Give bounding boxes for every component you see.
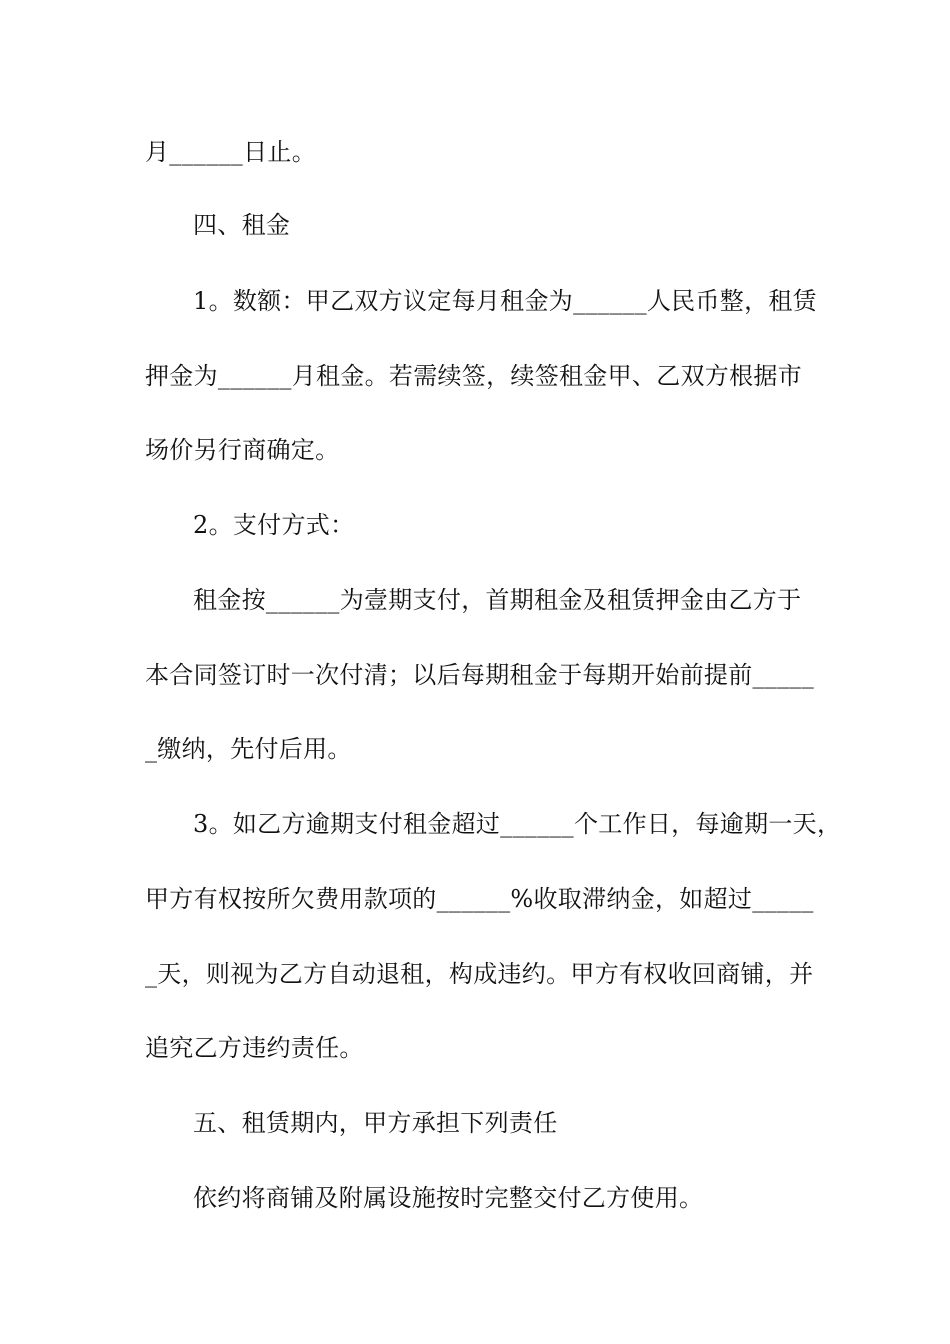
text-line-overdue: 3。如乙方逾期支付租金超过______个工作日，每逾期一天， xyxy=(193,810,842,838)
text-line-market-price: 场价另行商确定。 xyxy=(145,436,340,464)
section-heading-rent: 四、租金 xyxy=(193,211,291,239)
text-line-late-fee: 甲方有权按所欠费用款项的______%收取滞纳金，如超过_____ xyxy=(145,885,814,913)
section-heading-landlord-duties: 五、租赁期内，甲方承担下列责任 xyxy=(193,1109,558,1137)
text-line-liability: 追究乙方违约责任。 xyxy=(145,1034,364,1062)
text-line-payment-period: 租金按______为壹期支付，首期租金及租赁押金由乙方于 xyxy=(193,586,802,614)
text-line-pay-first: _缴纳，先付后用。 xyxy=(145,735,352,763)
text-line-termination: _天，则视为乙方自动退租，构成违约。甲方有权收回商铺，并 xyxy=(145,960,814,988)
subheading-payment-method: 2。支付方式： xyxy=(193,511,355,539)
text-line-amount: 1。数额：甲乙双方议定每月租金为______人民币整，租赁 xyxy=(193,287,817,315)
text-line-payment-schedule: 本合同签订时一次付清；以后每期租金于每期开始前提前_____ xyxy=(145,661,814,689)
text-line-1: 月______日止。 xyxy=(145,138,316,166)
text-line-deliver-premises: 依约将商铺及附属设施按时完整交付乙方使用。 xyxy=(193,1184,704,1212)
text-line-deposit: 押金为______月租金。若需续签，续签租金甲、乙双方根据市 xyxy=(145,362,802,390)
